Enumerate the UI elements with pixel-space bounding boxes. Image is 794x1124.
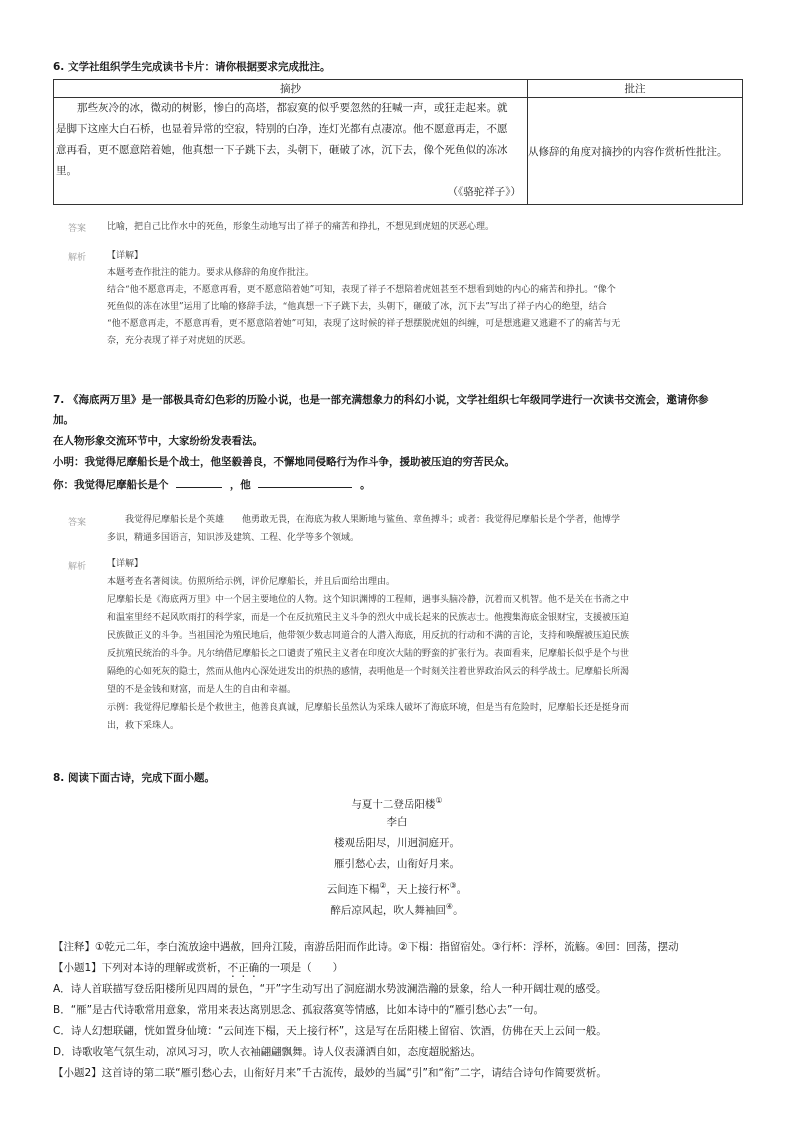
poem-title-text: 与夏十二登岳阳楼	[351, 798, 436, 811]
excerpt-cell	[54, 98, 527, 204]
poem-author: 李白	[386, 816, 408, 828]
note-mark: ④	[445, 902, 454, 911]
option-c[interactable]: C．诗人幻想联翩，恍如置身仙境：“云间连下榻，天上接行杯”，这是写在岳阳楼上留宿、饮酒，仿佛在天上云间一般。	[53, 1025, 607, 1037]
q7-title-line1: 7. 《海底两万里》是一部极具奇幻色彩的历险小说，也是一部充满想象力的科幻小说，文学社组织七年级同学进行一次读书交流会，邀请你参	[53, 394, 709, 406]
note-mark: ③	[449, 881, 457, 890]
q7-prompt-a: 你：我觉得尼摩船长是个	[53, 479, 169, 491]
excerpt-line: 里。	[56, 165, 77, 177]
q7-title-line2: 加。	[53, 414, 74, 426]
poem-line: 楼观岳阳尽，川迥洞庭开。	[334, 837, 460, 849]
q6-analysis-line: 【详解】	[107, 251, 144, 261]
option-b[interactable]: B．“雁”是古代诗歌常用意象，常用来表达离别思念、孤寂落寞等情感，比如本诗中的“雁引愁心去”一句。	[53, 1004, 544, 1016]
q6-title: 6. 文学社组织学生完成读书卡片：请你根据要求完成批注。	[53, 61, 331, 73]
q6-analysis-line: 奈，充分表现了祥子对虎妞的厌恶。	[107, 336, 252, 346]
poem-line: 雁引愁心去，山衔好月来。	[334, 858, 460, 870]
q7-answer-line: 我觉得尼摩船长是个英雄 他勇敢无畏，在海底为救人果断地与鲨鱼、章鱼搏斗；或者：我觉得尼摩船长是个学者，他博学	[107, 515, 621, 525]
q7-analysis-line: 反抗殖民统治的斗争。凡尔纳借尼摩船长之口谴责了殖民主义者在印度次大陆的野蛮的扩张行为。表面看来，尼摩船长似乎是个与世	[107, 649, 630, 659]
q7-analysis-line: 本题考查名著阅读。仿照所给示例，评价尼摩船长，并且后面给出理由。	[107, 577, 396, 587]
sub1-text: 的一项是（ ）	[259, 962, 344, 974]
note-mark: ①	[435, 796, 443, 805]
col-excerpt-header: 摘抄	[54, 80, 528, 98]
q7-analysis-line: 望的不是金钱和财富，而是人生的自由和幸福。	[107, 685, 297, 695]
poem-line	[0, 896, 794, 922]
excerpt-source: （《骆驼祥子》）	[447, 186, 521, 198]
answer-tag: 答案	[68, 224, 87, 234]
q6-analysis-line: 死鱼似的冻在冰里”运用了比喻的修辞手法，“他真想一下子跳下去，头朝下，砸破了冰，沉下去”写出了祥子内心的绝望，结合	[107, 302, 607, 312]
excerpt-line: 是脚下这座大白石桥，也显着异常的空寂，特别的白净，连灯光都有点凄凉。他不愿意再走，不愿	[56, 123, 508, 135]
q7-analysis-line: 和温室里经不起风吹雨打的科学家，而是一个在反抗殖民主义斗争的烈火中成长起来的民族志士。他搜集海底金银财宝，支援被压迫	[107, 613, 630, 623]
q7-analysis-line: 民族做正义的斗争。当祖国沦为殖民地后，他带领少数志同道合的人潜入海底，用反抗的行动和不满的言论，支持和唤醒被压迫民族	[107, 631, 630, 641]
q7-prompt-b: ，他	[229, 479, 251, 491]
fill-blank-1[interactable]	[176, 475, 222, 488]
q7-prompt-c: 。	[360, 479, 371, 491]
sub1-text: 【小题1】下列对本诗的理解或赏析，	[53, 962, 228, 974]
q8-title: 8. 阅读下面古诗，完成下面小题。	[53, 772, 215, 784]
analysis-tag: 解析	[68, 253, 87, 263]
poem-line-part: 。	[456, 883, 468, 896]
reading-card-table	[53, 79, 743, 205]
q7-line3: 在人物形象交流环节中，大家纷纷发表看法。	[53, 435, 263, 447]
option-a[interactable]: A．诗人首联描写登岳阳楼所见四周的景色，“开”字生动写出了洞庭湖水势波澜浩瀚的景象，给人一种开阔壮观的感受。	[53, 983, 607, 995]
fill-blank-2[interactable]	[258, 475, 352, 488]
excerpt-line: 那些灰冷的冰，微动的树影，惨白的高塔，都寂寞的似乎要忽然的狂喊一声，或狂走起来。就	[56, 102, 508, 114]
q7-analysis-line: 出，救下采珠人。	[107, 721, 180, 731]
poem-line-part: 云间连下榻	[326, 883, 380, 896]
analysis-tag: 解析	[68, 562, 87, 572]
q7-line5	[53, 475, 371, 493]
poem-notes: 【注释】①乾元二年，李白流放途中遇赦，回舟江陵，南游岳阳而作此诗。②下榻：指留宿处。③行杯：浮杯，流觞。④回：回荡，摆动	[53, 941, 679, 953]
poem-line-part: ，天上接行杯	[386, 883, 450, 896]
q7-analysis-line: 隔绝的心如死灰的隐士，然而从他内心深处迸发出的炽热的感情，表明他是一个时刻关注着世界政治风云的科学战士。尼摩船长所渴	[107, 667, 630, 677]
q6-answer: 比喻，把自己比作水中的死鱼，形象生动地写出了祥子的痛苦和挣扎，不想见到虎妞的厌恶心理。	[107, 222, 495, 232]
q7-analysis-line: 示例：我觉得尼摩船长是个救世主，他善良真诚，尼摩船长虽然认为采珠人破坏了海底环境，但是当有危险时，尼摩船长还是挺身而	[107, 703, 630, 713]
sub-question-2: 【小题2】这首诗的第二联“雁引愁心去，山衔好月来”千古流传，最妙的当属“引”和“衔”二字，请结合诗句作简要赏析。	[53, 1067, 607, 1079]
q6-analysis-line: 结合“他不愿意再走，不愿意再看，更不愿意陪着她”可知，表现了祥子不想陪着虎妞甚至不想看到她的内心的痛苦和挣扎。“像个	[107, 285, 616, 295]
q6-analysis-line: “他不愿意再走，不愿意再看，更不愿意陪着她”可知，表现了这时候的祥子想摆脱虎妞的纠缠，可是想逃避又逃避不了的痛苦与无	[107, 319, 621, 329]
emphasis-not-correct: 不正确	[227, 962, 260, 974]
q7-analysis-line: 【详解】	[107, 559, 144, 569]
poem-line-part: 。	[453, 904, 464, 917]
q6-analysis-line: 本题考查作批注的能力。要求从修辞的角度作批注。	[107, 268, 315, 278]
excerpt-line: 意再看，更不愿意陪着她，他真想一下子跳下去，头朝下，砸破了冰，沉下去，像个死鱼似的冻冰	[56, 144, 508, 156]
q7-answer-line: 多识，精通多国语言，知识涉及建筑、工程、化学等多个领域。	[107, 533, 360, 543]
q7-line4: 小明：我觉得尼摩船长是个战士，他坚毅善良，不懈地同侵略行为作斗争，援助被压迫的穷苦民众。	[53, 456, 515, 468]
note-cell: 从修辞的角度对摘抄的内容作赏析性批注。	[528, 98, 743, 205]
note-mark: ②	[379, 881, 387, 890]
option-d[interactable]: D．诗歌收笔气氛生动，凉风习习，吹人衣袖翩翩飘舞。诗人仪表潇洒自如，态度超脱豁达。	[53, 1046, 482, 1058]
q7-analysis-line: 尼摩船长是《海底两万里》中一个居主要地位的人物。这个知识渊博的工程师，遇事头脑冷静，沉着而又机智。他不是关在书斋之中	[107, 595, 630, 605]
poem-line-part: 醉后凉风起，吹人舞袖回	[330, 904, 446, 917]
answer-tag: 答案	[68, 518, 87, 528]
col-note-header: 批注	[528, 80, 743, 98]
sub-question-1	[53, 960, 343, 980]
